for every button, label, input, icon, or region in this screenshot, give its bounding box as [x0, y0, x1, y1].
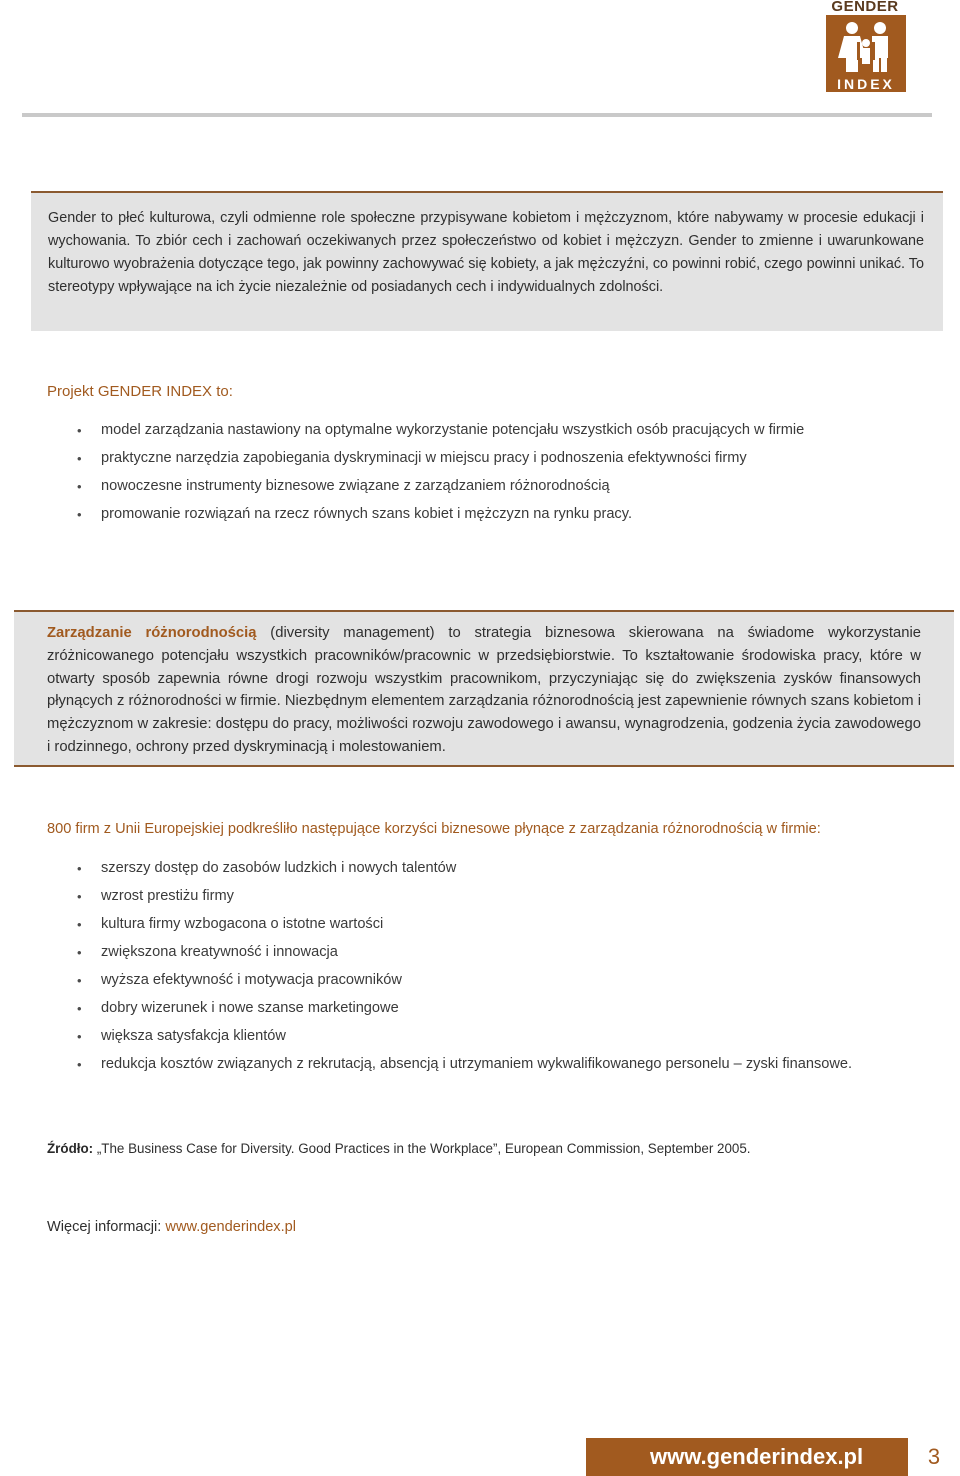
- bullet-icon: •: [77, 1001, 82, 1016]
- header-divider: [22, 113, 932, 117]
- gender-index-logo: [824, 0, 906, 94]
- list-item: • kultura firmy wzbogacona o istotne wartości: [47, 913, 867, 936]
- logo-top-text: GENDER: [831, 0, 899, 15]
- bullet-icon: •: [77, 861, 82, 876]
- diversity-management-text: [47, 622, 921, 759]
- diversity-body: (diversity management) to strategia biznesowa skierowana na świadome wykorzystanie zróżnicowanego potencjału wszystkich pracowników/pracownic w przedsiębiorstwie. To kształtowanie środowiska pracy, które w otwarty sposób zapewnia równe drogi rozwoju wszystkim pracownikom, przyczyniając się do zwiększenia zysków finansowych płynących z różnorodności w firmie. Niezbędnym elementem zarządzania różnorodnością jest zapewnienie równych szans kobietom i mężczyznom w zakresie: dostępu do pracy, możliwości rozwoju zawodowego i awansu, wynagrodzenia, godzenia życia zawodowego i rodzinnego, ochrony przed dyskryminacją i molestowaniem.: [47, 625, 921, 755]
- more-info: [47, 1217, 296, 1237]
- list-item: • praktyczne narzędzia zapobiegania dyskryminacji w miejscu pracy i podnoszenia efektywności firmy: [47, 447, 837, 470]
- list-item: • redukcja kosztów związanych z rekrutacją, absencją i utrzymaniem wykwalifikowanego personelu – zyski finansowe.: [47, 1053, 867, 1076]
- bullet-icon: •: [77, 917, 82, 932]
- source-text: „The Business Case for Diversity. Good Practices in the Workplace”, European Commission, September 2005.: [93, 1141, 751, 1156]
- bullet-icon: •: [77, 945, 82, 960]
- list-item: • nowoczesne instrumenty biznesowe związane z zarządzaniem różnorodnością: [47, 475, 837, 498]
- list-item: • zwiększona kreatywność i innowacja: [47, 941, 867, 964]
- benefits-list: [47, 857, 867, 1081]
- bullet-icon: •: [77, 423, 82, 438]
- list-item: • wyższa efektywność i motywacja pracowników: [47, 969, 867, 992]
- diversity-management-box: [14, 610, 954, 767]
- list-item: • większa satysfakcja klientów: [47, 1025, 867, 1048]
- list-item: • wzrost prestiżu firmy: [47, 885, 867, 908]
- bullet-icon: •: [77, 1029, 82, 1044]
- bullet-icon: •: [77, 507, 82, 522]
- list-item: • model zarządzania nastawiony na optymalne wykorzystanie potencjału wszystkich osób pracujących w firmie: [47, 419, 837, 442]
- source-note: [47, 1139, 751, 1159]
- family-figures-icon: [826, 15, 906, 77]
- project-list: [47, 419, 837, 531]
- project-heading: Projekt GENDER INDEX to:: [47, 383, 233, 400]
- page-number: 3: [908, 1438, 960, 1476]
- gender-definition-box: [31, 191, 943, 331]
- bullet-icon: •: [77, 889, 82, 904]
- bullet-icon: •: [77, 973, 82, 988]
- list-item: • dobry wizerunek i nowe szanse marketingowe: [47, 997, 867, 1020]
- list-item: • szerszy dostęp do zasobów ludzkich i nowych talentów: [47, 857, 867, 880]
- footer-url[interactable]: www.genderindex.pl: [650, 1444, 864, 1469]
- list-item: • promowanie rozwiązań na rzecz równych szans kobiet i mężczyzn na rynku pracy.: [47, 503, 837, 526]
- bullet-icon: •: [77, 1057, 82, 1072]
- more-info-label: Więcej informacji:: [47, 1219, 162, 1235]
- bullet-icon: •: [77, 479, 82, 494]
- bullet-icon: •: [77, 451, 82, 466]
- logo-bottom-text: INDEX: [837, 76, 895, 92]
- gender-definition-text: Gender to płeć kulturowa, czyli odmienne role społeczne przypisywane kobietom i mężczyznom, które nabywamy w procesie edukacji i wychowania. To zbiór cech i zachowań oczekiwanych przez społeczeństwo od kobiet i mężczyzn. Gender to zmienne i uwarunkowane kulturowo wyobrażenia dotyczące tego, jak powinny zachowywać się kobiety, a jak mężczyźni, co powinni robić, czego powinni unikać. To stereotypy wpływające na ich życie niezależnie od posiadanych cech i indywidualnych zdolności.: [48, 210, 924, 295]
- footer-bar: [586, 1438, 960, 1476]
- source-label: Źródło:: [47, 1141, 94, 1156]
- benefits-heading: 800 firm z Unii Europejskiej podkreśliło następujące korzyści biznesowe płynące z zarządzania różnorodnością w firmie:: [47, 821, 821, 837]
- more-info-link[interactable]: www.genderindex.pl: [165, 1219, 297, 1235]
- diversity-lead: Zarządzanie różnorodnością: [47, 625, 257, 641]
